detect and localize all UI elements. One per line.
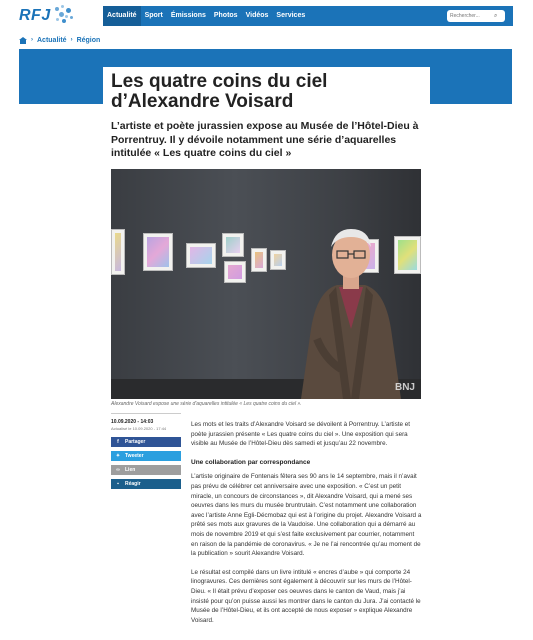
nav-item-services[interactable]: Services xyxy=(276,12,306,19)
breadcrumb-item-actualite[interactable]: Actualité xyxy=(37,36,67,44)
artwork-frame xyxy=(143,233,173,271)
breadcrumb-item-region[interactable]: Région xyxy=(76,36,101,44)
share-label: Partager xyxy=(125,439,146,445)
site-header xyxy=(0,0,533,30)
nav-item-sport[interactable]: Sport xyxy=(144,12,163,19)
main-nav xyxy=(103,6,513,26)
photo-credit: BNJ xyxy=(394,382,415,393)
rfj-logo[interactable] xyxy=(19,6,77,26)
photo-caption: Alexandre Voisard expose une série d'aquarelles intitulée « Les quatre coins du ciel ». xyxy=(111,401,302,407)
article-paragraph: L’artiste originaire de Fontenais fêtera ses 90 ans le 14 septembre, mais il n’avait pas prévu de célébrer cet anniversaire avec une exposition. « C’est un petit miracle, un concours de circonstances », dit Alexandre Voisard, qui a mené ses oeuvres dans les murs du musée bruntrutain. C’est notamment une collaboration avec l’artiste Anne Egli-Décmobaz qui est à l’origine du projet. Alexandre Voisard a prêté ses mots aux gravures de la Vaudoise. Une collaboration qui a démarré au mois de novembre 2019 et qui s’est faite exclusivement par courrier, notamment en raison de la pandémie de coronavirus. « Je ne l’ai rencontrée qu’au moment de la publication » sourit Alexandre Voisard. xyxy=(191,473,422,558)
article-lead: L’artiste et poète jurassien expose au Musée de l’Hôtel-Dieu à Porrentruy. Il y dévoile notamment une série d’aquarelles intitulée « Les quatre coins du ciel » xyxy=(111,120,419,159)
share-twitter-button[interactable] xyxy=(111,451,181,461)
logo-dots-icon xyxy=(53,4,77,28)
publish-date: 10.09.2020 - 14:03 xyxy=(111,419,154,425)
article-subheading: Une collaboration par correspondance xyxy=(191,458,311,466)
twitter-icon: ✦ xyxy=(115,453,121,459)
comment-button[interactable] xyxy=(111,479,181,489)
artwork-frame xyxy=(222,233,244,257)
article-title-box xyxy=(103,67,430,117)
home-icon[interactable] xyxy=(19,37,27,44)
updated-date: Actualisé le 10.09.2020 - 17:44 xyxy=(111,426,167,431)
facebook-icon: f xyxy=(117,439,119,445)
person-figure xyxy=(281,209,421,399)
breadcrumb xyxy=(19,35,100,45)
search-icon[interactable]: ⌕ xyxy=(494,12,498,19)
article-sidebar xyxy=(111,413,181,489)
artwork-frame xyxy=(111,229,125,275)
article-title-line1: Les quatre coins du ciel xyxy=(111,71,328,92)
share-label: Tweeter xyxy=(125,453,144,459)
share-label: Lien xyxy=(125,467,136,473)
artwork-frame xyxy=(186,243,216,268)
article-title-line2: d’Alexandre Voisard xyxy=(111,91,294,112)
nav-item-emissions[interactable]: Émissions xyxy=(170,12,206,19)
nav-item-videos[interactable]: Vidéos xyxy=(245,12,269,19)
search-box xyxy=(447,10,505,22)
share-link-button[interactable] xyxy=(111,465,181,475)
comment-icon: ▪ xyxy=(117,481,119,487)
article-paragraph: Le résultat est compilé dans un livre intitulé « encres d’aube » qui comporte 24 linogravures. Ces dernières sont également à découvrir sur les murs de l’Hôtel-Dieu. « Il était prévu d’exposer ces oeuvres dans le canton de Vaud, mais j’ai insisté pour qu’on puisse aussi les montrer dans le canton du Jura. J’ai contacté le Musée de l’Hôtel-Dieu, et ils ont accepté de nous exposer » explique Alexandre Voisard. xyxy=(191,568,421,624)
nav-item-photos[interactable]: Photos xyxy=(213,12,238,19)
artwork-frame xyxy=(224,261,246,283)
artwork-frame xyxy=(251,248,267,272)
article-photo[interactable] xyxy=(111,169,421,399)
link-icon: ∞ xyxy=(116,467,120,473)
chevron-right-icon: › xyxy=(70,37,73,43)
article-title xyxy=(111,72,422,112)
divider xyxy=(111,413,181,414)
nav-item-actualite[interactable]: Actualité xyxy=(103,6,141,26)
search-input[interactable] xyxy=(450,13,494,19)
article-body xyxy=(191,420,422,634)
chevron-right-icon: › xyxy=(31,37,33,43)
logo-text: RFJ xyxy=(19,7,51,24)
share-facebook-button[interactable] xyxy=(111,437,181,447)
article-intro: Les mots et les traits d’Alexandre Voisard se dévoilent à Porrentruy. L’artiste et poète jurassien présente « Les quatre coins du ciel ». Une exposition qui sera visible au Musée de l’Hôtel-Dieu dès samedi et jusqu’au 22 novembre. xyxy=(191,421,410,448)
share-label: Réagir xyxy=(125,481,141,487)
